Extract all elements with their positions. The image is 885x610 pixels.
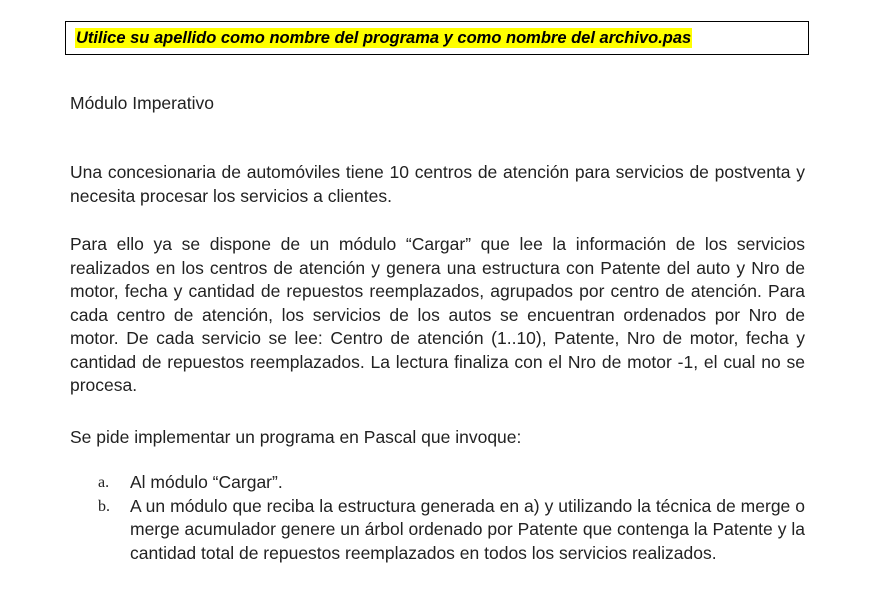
description-paragraph: Para ello ya se dispone de un módulo “Cargar” que lee la información de los servicios realizados en los centros de atención y genera una estructura con Patente del auto y Nro de motor, fecha y cantidad de repuestos reemplazados, agrupados por centro de atención. Para cada centro de atención, los servicios de los autos se encuentran ordenados por Nro de motor. De cada servicio se lee: Centro de atención (1..10), Patente, Nro de motor, fecha y cantidad de repuestos reemplazados. La lectura finaliza con el Nro de motor -1, el cual no se procesa. bbox=[70, 234, 805, 395]
task-list bbox=[98, 471, 805, 565]
list-item bbox=[98, 471, 805, 495]
notice-box bbox=[65, 21, 809, 55]
list-item-text: Al módulo “Cargar”. bbox=[130, 472, 283, 492]
list-item bbox=[98, 495, 805, 566]
list-marker: a. bbox=[98, 474, 110, 491]
list-marker: b. bbox=[98, 497, 110, 515]
list-item-text: A un módulo que reciba la estructura generada en a) y utilizando la técnica de merge o merge acumulador genere un árbol ordenado por Patente que contenga la Patente y la cantidad total de repuestos reemplazados en todos los servicios realizados. bbox=[130, 495, 805, 563]
intro-paragraph: Una concesionaria de automóviles tiene 10 centros de atención para servicios de postventa y necesita procesar los servicios a clientes. bbox=[70, 162, 805, 206]
task-paragraph: Se pide implementar un programa en Pascal que invoque: bbox=[70, 427, 522, 447]
notice-text: Utilice su apellido como nombre del programa y como nombre del archivo.pas bbox=[76, 29, 692, 47]
module-title: Módulo Imperativo bbox=[70, 93, 214, 113]
